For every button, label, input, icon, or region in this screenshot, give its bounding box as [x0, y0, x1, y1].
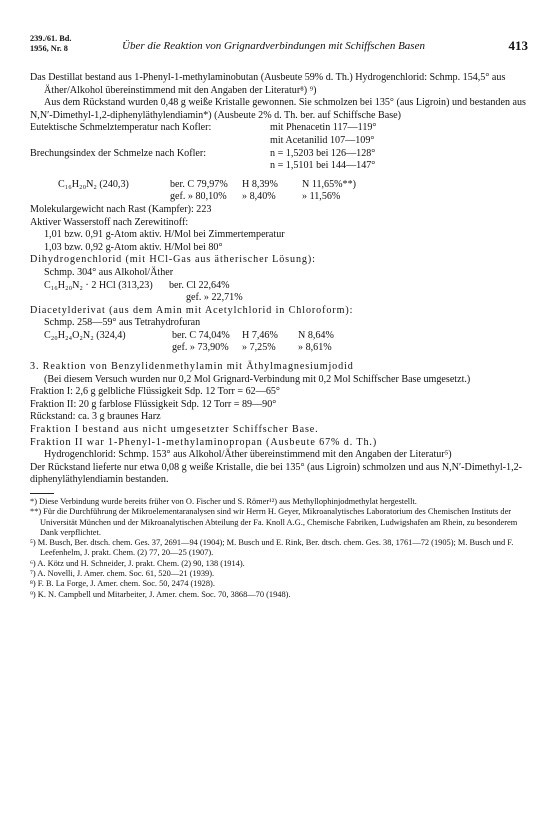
footnote: ⁹) K. N. Campbell und Mitarbeiter, J. Amer. chem. Soc. 70, 3868—70 (1948).: [30, 589, 291, 599]
molecular-weight: Molekulargewicht nach Rast (Kampfer): 223: [30, 203, 212, 215]
footnotes: [30, 497, 528, 600]
analysis-row: gef. » 73,90% » 7,25% » 8,61%: [172, 342, 332, 354]
paragraph: Aus dem Rückstand wurden 0,48 g weiße Kristalle gewonnen. Sie schmolzen bei 135° (aus Ligroin) und bestanden aus N,N′-Dimethyl-1,2-diphenyläthylendiamin*) (Ausbeute 2% d. Th. ber. auf Schiffsche Base): [30, 97, 526, 121]
subheading: Dihydrogenchlorid (mit HCl-Gas aus ätherischer Lösung):: [30, 254, 316, 266]
active-hydrogen: Aktiver Wasserstoff nach Zerewitinoff:: [30, 216, 189, 228]
footnote: **) Für die Durchführung der Mikroelementaranalysen sind wir Herrn H. Geyer, Mikroanalytisches Laboratorium des Chemischen Instituts der Universität München und der Mikroanalytischen Abteilung der Fa. Knoll A.G., Chemische Fabriken, Ludwigshafen am Rhein, zu besonderem Dank verpflichtet.: [30, 507, 518, 537]
paragraph: Der Rückstand lieferte nur etwa 0,08 g weiße Kristalle, die bei 135° (aus Ligroin) schmolzen und aus N,N′-Dimethyl-1,2-diphenyläthylendiamin bestanden.: [30, 461, 523, 486]
refraction-row: Brechungsindex der Schmelze nach Kofler: n = 1,5203 bei 126—128°: [30, 147, 376, 159]
residue-line: Rückstand: ca. 3 g braunes Harz: [30, 411, 161, 423]
section-heading: 3. Reaktion von Benzylidenmethylamin mit Äthylmagnesiumjodid: [30, 361, 354, 373]
fraction-line: Fraktion I: 2,6 g gelbliche Flüssigkeit Sdp. 12 Torr = 62—65°: [30, 386, 280, 398]
fraction-line: Fraktion II: 20 g farblose Flüssigkeit Sdp. 12 Torr = 89—90°: [30, 398, 277, 410]
article-body: Das Destillat bestand aus 1-Phenyl-1-methylaminobutan (Ausbeute 59% d. Th.) Hydrogenchlorid: Schmp. 154,5° aus Äther/Alkohol übereinstimmend mit den Angaben der Literatur⁸) ⁹) Aus dem Rückstand wurden 0,48 g weiße Kristalle gewonnen. Sie schmolzen bei 135° (aus Ligroin) und bestanden aus N,N′-Dimethyl-1,2-diphenyläthylendiamin*) (Ausbeute 2% d. Th. ber. auf Schiffsche Base) Eutektische Schmelztemperatur nach Kofler: mit Phenacetin 117—119° mit Acetanilid 107—109° Brechungsindex der Schmelze nach Kofler: n = 1,5203 bei 126—128° n = 1,5101 bei 144—147° C₁₆H₂₀N₂ (240,3) ber. C 79,97% H 8,39% N 11,65%**) gef. » 80,10% » 8,40% » 11,56% Molekulargewicht nach Rast (Kampfer): 223 Aktiver Wasserstoff nach Zerewitinoff: 1,01 bzw. 0,91 g-Atom aktiv. H/Mol bei Zimmertemperatur 1,03 bzw. 0,92 g-Atom aktiv. H/Mol bei 80° Dihydrogenchlorid (mit HCl-Gas aus ätherischer Lösung): Schmp. 304° aus Alkohol/Äther C₁₆H₂₀N₂ · 2 HCl (313,23) ber. Cl 22,64% gef. » 22,71% Diacetylderivat (aus dem Amin mit Acetylchlorid in Chloroform): Schmp. 258—59° aus Tetrahydrofuran C₂₀H₂₄O₂N₂ (324,4) ber. C 74,04% H 7,46% N 8,64% gef. » 73,90% » 7,25% » 8,61% 3. Reaktion von Benzylidenmethylamin mit Äthylmagnesiumjodid (Bei diesem Versuch wurden nur 0,2 Mol Grignard-Verbindung mit 0,2 Mol Schiffscher Base umgesetzt.) Fraktion I: 2,6 g gelbliche Flüssigkeit Sdp. 12 Torr = 62—65° Fraktion II: 20 g farblose Flüssigkeit Sdp. 12 Torr = 89—90° Rückstand: ca. 3 g braunes Harz Fraktion I bestand aus nicht umgesetzter Schiffscher Base. Fraktion II war 1-Phenyl-1-methylaminopropan (Ausbeute 67% d. Th.) Hydrogenchlorid: Schmp. 153° aus Alkohol/Äther übereinstimmend mit den Angaben der Literatur⁵) Der Rückstand lieferte nur etwa 0,08 g weiße Kristalle, die bei 135° (aus Ligroin) schmolzen und aus N,N′-Dimethyl-1,2-diphenyläthylendiamin bestanden. *) Diese Verbindung wurde bereits früher von O. Fischer und S. Römer¹²) aus Methyllophinjodmethylat hergestellt. **) Für die Durchführung der Mikroelementaranalysen sind wir Herrn H. Geyer, Mikroanalytisches Laboratorium des Chemischen Instituts der Universität München und der Mikroanalytischen Abteilung der Fa. Knoll A.G., Chemische Fabriken, Ludwigshafen am Rhein, zu besonderem Dank verpflichtet. ⁵) M. Busch, Ber. dtsch. chem. Ges. 37, 2691—94 (1904); M. Busch und E. Rink, Ber. dtsch. chem. Ges. 38, 1761—72 (1905); M. Busch und F. Leefenhelm, J. prakt. Chem. (2) 77, 20—25 (1907). ⁶) A. Kötz und H. Schneider, J. prakt. Chem. (2) 90, 138 (1914). ⁷) A. Novelli, J. Amer. chem. Soc. 61, 520—21 (1939). ⁸) F. B. La Forge, J. Amer. chem. Soc. 50, 2474 (1928). ⁹) K. N. Campbell und Mitarbeiter, J. Amer. chem. Soc. 70, 3868—70 (1948).: [30, 72, 528, 600]
footnote: ⁵) M. Busch, Ber. dtsch. chem. Ges. 37, 2691—94 (1904); M. Busch und E. Rink, Ber. dtsch. chem. Ges. 38, 1761—72 (1905); M. Busch und F. Leefenhelm, J. prakt. Chem. (2) 77, 20—25 (1907).: [30, 538, 514, 558]
analysis-row: gef. » 80,10% » 8,40% » 11,56%: [170, 191, 341, 203]
footnote: ⁸) F. B. La Forge, J. Amer. chem. Soc. 50, 2474 (1928).: [30, 579, 215, 589]
analysis-row: C₁₆H₂₀N₂ (240,3) ber. C 79,97% H 8,39% N 11,65%**): [58, 178, 357, 190]
footnote: ⁶) A. Kötz und H. Schneider, J. prakt. Chem. (2) 90, 138 (1914).: [30, 558, 245, 568]
volume-info: 239./61. Bd. 1956, Nr. 8: [30, 34, 72, 53]
footnote: *) Diese Verbindung wurde bereits früher von O. Fischer und S. Römer¹²) aus Methyllophinjodmethylat hergestellt.: [30, 497, 417, 506]
running-title: Über die Reaktion von Grignardverbindungen mit Schiffschen Basen: [122, 40, 425, 52]
page-number: 413: [508, 38, 528, 53]
footnote: ⁷) A. Novelli, J. Amer. chem. Soc. 61, 520—21 (1939).: [30, 569, 215, 579]
journal-page: [30, 34, 528, 600]
running-header: [30, 34, 528, 60]
analysis-row: C₁₆H₂₀N₂ · 2 HCl (313,23) ber. Cl 22,64%: [44, 279, 230, 291]
footnote-rule: [30, 493, 54, 494]
analysis-row: C₂₀H₂₄O₂N₂ (324,4) ber. C 74,04% H 7,46% N 8,64%: [44, 329, 334, 341]
paragraph: Das Destillat bestand aus 1-Phenyl-1-methylaminobutan (Ausbeute 59% d. Th.) Hydrogenchlorid: Schmp. 154,5° aus Äther/Alkohol übereinstimmend mit den Angaben der Literatur⁸) ⁹): [30, 72, 506, 96]
analysis-row: gef. » 22,71%: [186, 292, 243, 304]
section-note: (Bei diesem Versuch wurden nur 0,2 Mol Grignard-Verbindung mit 0,2 Mol Schiffscher Base umgesetzt.): [44, 373, 471, 385]
subheading: Diacetylderivat (aus dem Amin mit Acetylchlorid in Chloroform):: [30, 304, 354, 316]
eutectic-row: Eutektische Schmelztemperatur nach Kofler: mit Phenacetin 117—119°: [30, 122, 377, 134]
